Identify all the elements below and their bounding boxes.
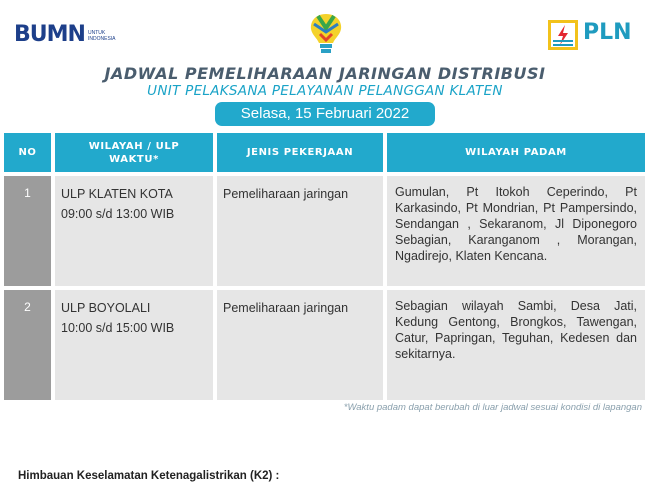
- row-2-wilayah: [55, 290, 213, 400]
- row-1-waktu: 09:00 s/d 13:00 WIB: [61, 207, 175, 221]
- footnote: *Waktu padam dapat berubah di luar jadwal sesuai kondisi di lapangan: [343, 402, 642, 413]
- row-2-jenis: Pemeliharaan jaringan: [217, 290, 383, 400]
- page-subtitle: UNIT PELAKSANA PELAYANAN PELANGGAN KLATEN: [147, 83, 503, 99]
- bumn-logo-text: BUMN: [14, 22, 85, 47]
- row-1-jenis: Pemeliharaan jaringan: [217, 176, 383, 286]
- himbauan-heading: Himbauan Keselamatan Ketenagalistrikan (K2) :: [18, 470, 280, 482]
- row-2-padam: Sebagian wilayah Sambi, Desa Jati, Kedung Gentong, Brongkos, Tawengan, Catur, Papringan, Teguhan, Kedesen dan sekitarnya.: [387, 290, 645, 400]
- row-2-waktu: 10:00 s/d 15:00 WIB: [61, 321, 175, 335]
- pln-logo-text: PLN: [583, 20, 632, 45]
- header-jenis-pekerjaan: JENIS PEKERJAAN: [217, 133, 383, 172]
- row-1-no: 1: [4, 176, 51, 286]
- pln-logo: [548, 17, 638, 51]
- bumn-logo-sub1: UNTUK: [88, 30, 106, 36]
- bumn-logo: [14, 20, 126, 52]
- header-wilayah-padam: WILAYAH PADAM: [387, 133, 645, 172]
- date-badge: Selasa, 15 Februari 2022: [215, 102, 435, 126]
- lightbulb-logo-icon: [306, 10, 346, 56]
- row-1-wilayah: [55, 176, 213, 286]
- bumn-logo-sub2: INDONESIA: [88, 36, 116, 42]
- row-2-no: 2: [4, 290, 51, 400]
- page-title: JADWAL PEMELIHARAAN JARINGAN DISTRIBUSI: [104, 64, 546, 83]
- row-2-ulp: ULP BOYOLALI: [61, 301, 151, 315]
- header-wilayah-waktu: WILAYAH / ULP WAKTU*: [55, 133, 213, 172]
- pln-emblem-icon: [548, 20, 578, 50]
- row-1-ulp: ULP KLATEN KOTA: [61, 187, 173, 201]
- header-no: NO: [4, 133, 51, 172]
- row-1-padam: Gumulan, Pt Itokoh Ceperindo, Pt Karkasindo, Pt Mondrian, Pt Pampersindo, Sendangan , Sekaranom, Jl Diponegoro Sebagian, Karanganom , Morangan, Ngadirejo, Klaten Kencana.: [387, 176, 645, 286]
